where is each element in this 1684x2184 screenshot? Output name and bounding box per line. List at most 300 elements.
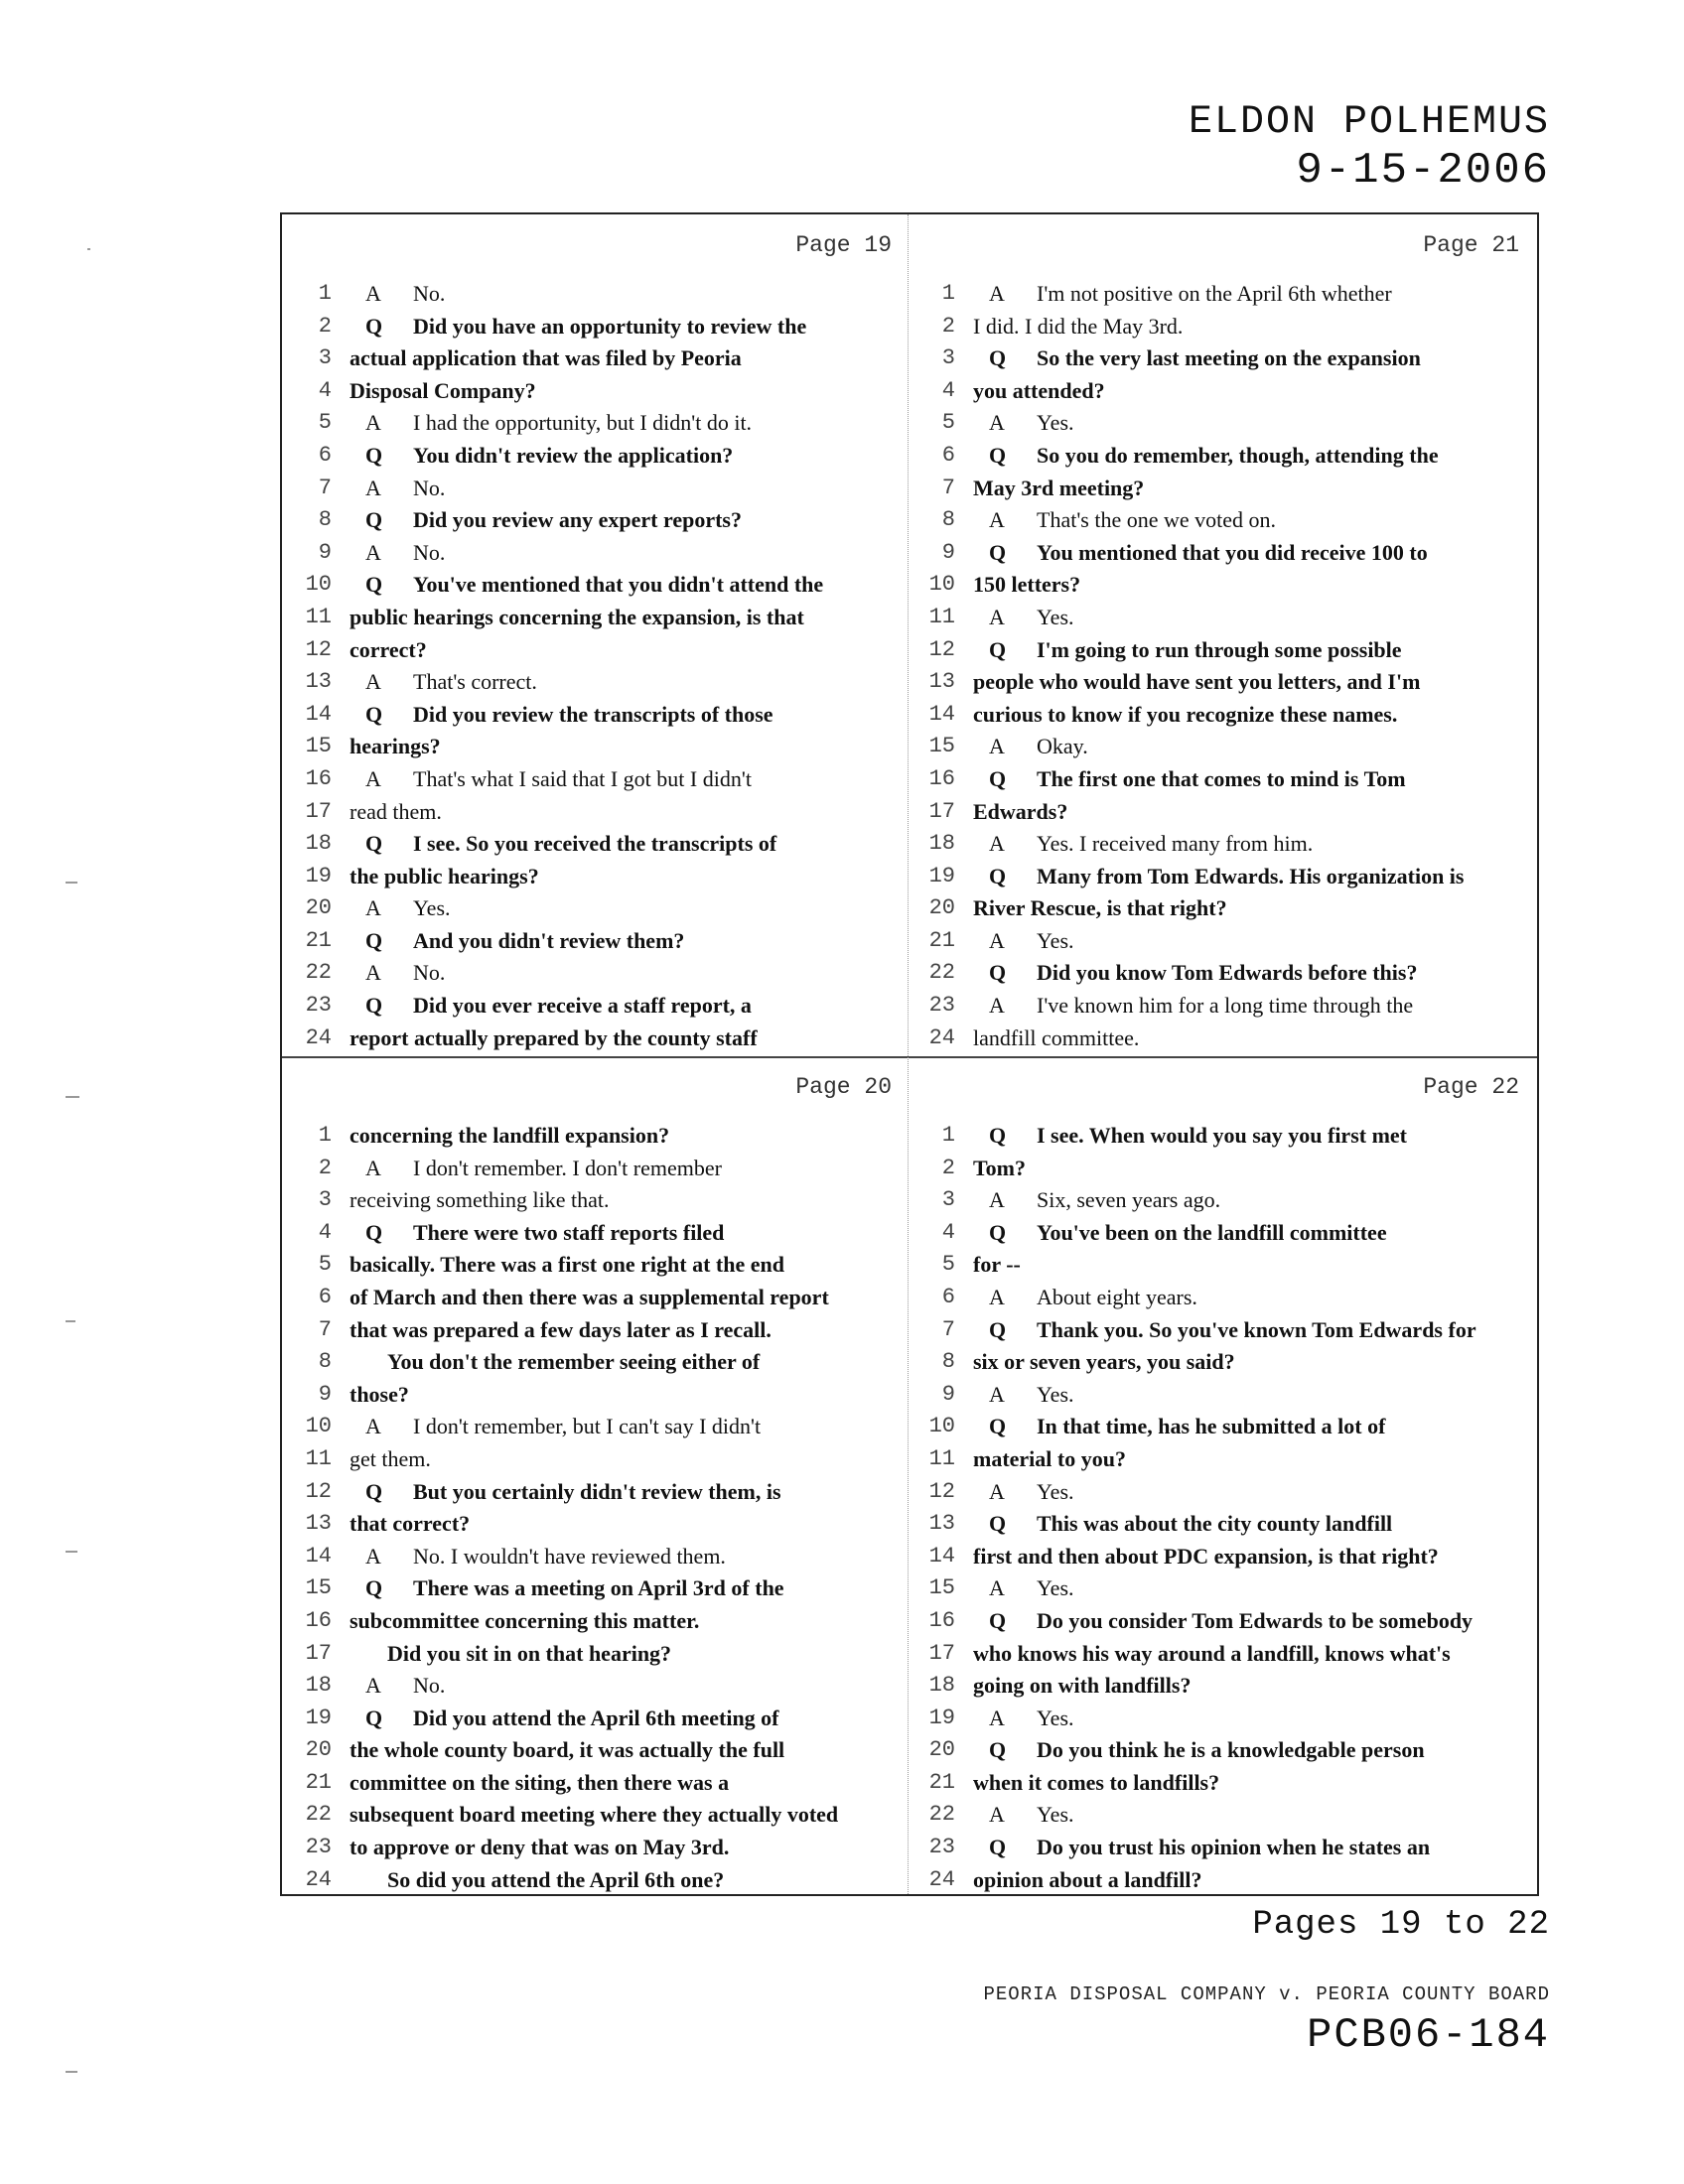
transcript-line: [913, 537, 1533, 570]
speaker-label: Q: [989, 1511, 1007, 1537]
line-body: I don't remember. I don't remember: [413, 1155, 722, 1180]
line-text: [955, 440, 1439, 473]
speaker-label: Q: [365, 1705, 383, 1730]
speaker-label: Q: [365, 313, 383, 339]
transcript-line: [913, 1476, 1533, 1509]
line-number: 6: [318, 442, 332, 468]
line-body: I see. So you received the transcripts of: [413, 831, 777, 857]
line-body: Yes.: [1037, 1802, 1074, 1828]
page-title: Page 20: [795, 1074, 892, 1100]
deposition-date: 9-15-2006: [1296, 146, 1550, 196]
line-number: 7: [941, 1316, 955, 1342]
witness-name: ELDON POLHEMUS: [1188, 100, 1550, 145]
speaker-label: A: [989, 1187, 1005, 1213]
transcript-line: [290, 407, 910, 440]
transcript-line: [913, 1346, 1533, 1379]
transcript-line: [913, 1799, 1533, 1832]
speaker-label: Q: [989, 1219, 1007, 1245]
line-body: Okay.: [1037, 734, 1088, 759]
line-body: people who would have sent you letters, and I'm: [973, 669, 1421, 695]
line-body: Yes.: [1037, 1575, 1074, 1601]
transcript-line: [290, 1184, 910, 1217]
line-text: [332, 504, 742, 537]
transcript-line: [913, 699, 1533, 732]
line-body: May 3rd meeting?: [973, 475, 1145, 500]
line-number: 5: [941, 1252, 955, 1278]
transcript-line: [913, 1508, 1533, 1541]
pages-range: Pages 19 to 22: [1252, 1906, 1550, 1944]
line-body: Six, seven years ago.: [1037, 1187, 1221, 1213]
line-text: [332, 1638, 671, 1671]
line-body: subsequent board meeting where they actually voted: [350, 1802, 839, 1828]
transcript-line: [913, 1734, 1533, 1767]
line-text: [955, 537, 1428, 570]
transcript-line: [290, 828, 910, 861]
transcript-line: [913, 666, 1533, 699]
line-number: 15: [305, 1575, 332, 1601]
page-22-panel: [913, 1056, 1533, 1896]
speaker-label: A: [989, 1478, 1005, 1504]
speaker-label: Q: [365, 1219, 383, 1245]
speaker-label: A: [365, 475, 381, 500]
line-text: [955, 375, 1105, 408]
transcript-line: [290, 634, 910, 667]
speaker-label: A: [365, 1414, 381, 1439]
line-body: Do you trust his opinion when he states an: [1037, 1835, 1431, 1860]
line-body: actual application that was filed by Peoria: [350, 345, 742, 371]
line-number: 17: [305, 798, 332, 824]
speaker-label: A: [989, 281, 1005, 306]
line-body: This was about the city county landfill: [1037, 1511, 1393, 1537]
line-body: Yes.: [1037, 1478, 1074, 1504]
line-body: get them.: [350, 1445, 431, 1471]
line-text: [955, 311, 1183, 343]
docket-number: PCB06-184: [1307, 2011, 1550, 2059]
line-text: [332, 1217, 724, 1250]
transcript-line: [913, 440, 1533, 473]
line-number: 1: [941, 1123, 955, 1148]
line-body: No.: [413, 475, 446, 500]
line-body: concerning the landfill expansion?: [350, 1123, 670, 1148]
line-body: you attended?: [973, 377, 1105, 403]
line-text: [955, 1508, 1392, 1541]
line-body: No.: [413, 281, 446, 306]
line-number: 10: [305, 572, 332, 598]
transcript-line: [913, 1443, 1533, 1476]
line-body: who knows his way around a landfill, knows what's: [973, 1640, 1451, 1666]
transcript-line: [290, 1476, 910, 1509]
transcript-line: [290, 763, 910, 796]
line-text: [332, 925, 684, 958]
transcript-line: [290, 1638, 910, 1671]
line-body: six or seven years, you said?: [973, 1349, 1235, 1375]
line-body: curious to know if you recognize these names.: [973, 701, 1398, 727]
line-number: 12: [928, 1478, 955, 1504]
line-text: [955, 1541, 1439, 1573]
line-body: So you do remember, though, attending the: [1037, 442, 1439, 468]
line-text: [332, 537, 445, 570]
line-text: [955, 1249, 1021, 1282]
line-number: 15: [928, 734, 955, 759]
line-number: 4: [318, 377, 332, 403]
line-text: [332, 1346, 760, 1379]
transcript-line: [913, 1023, 1533, 1055]
line-number: 16: [928, 1607, 955, 1633]
transcript-line: [290, 504, 910, 537]
transcript-line: [290, 342, 910, 375]
line-body: Yes.: [1037, 1705, 1074, 1730]
speaker-label: Q: [989, 1414, 1007, 1439]
line-body: Thank you. So you've known Tom Edwards for: [1037, 1316, 1476, 1342]
line-number: 13: [928, 1511, 955, 1537]
line-number: 15: [928, 1575, 955, 1601]
transcript-line: [913, 473, 1533, 505]
transcript-line: [290, 796, 910, 829]
speaker-label: Q: [989, 1316, 1007, 1342]
line-number: 18: [928, 1673, 955, 1699]
line-number: 1: [941, 281, 955, 306]
transcript-line: [290, 1314, 910, 1347]
transcript-line: [913, 1832, 1533, 1864]
line-text: [955, 1443, 1126, 1476]
line-number: 20: [928, 895, 955, 921]
line-number: 5: [941, 410, 955, 436]
transcript-line: [290, 666, 910, 699]
line-text: [332, 892, 451, 925]
line-body: That's correct.: [413, 669, 537, 695]
line-number: 11: [305, 604, 332, 629]
transcript-line: [913, 504, 1533, 537]
transcript-line: [290, 861, 910, 893]
line-number: 6: [941, 1284, 955, 1309]
line-body: You didn't review the application?: [413, 442, 734, 468]
speaker-label: Q: [989, 442, 1007, 468]
scan-speck: [66, 2071, 77, 2073]
line-text: [955, 1670, 1191, 1703]
line-text: [955, 278, 1392, 311]
line-text: [955, 1217, 1387, 1250]
line-text: [332, 861, 539, 893]
line-number: 22: [305, 1802, 332, 1828]
line-text: [955, 602, 1074, 634]
speaker-label: A: [989, 507, 1005, 533]
line-body: Yes.: [1037, 604, 1074, 629]
line-body: Many from Tom Edwards. His organization is: [1037, 863, 1465, 888]
line-body: subcommittee concerning this matter.: [350, 1607, 700, 1633]
line-body: for --: [973, 1252, 1021, 1278]
line-text: [955, 1411, 1385, 1443]
page-20-panel: [290, 1056, 910, 1896]
speaker-label: Q: [365, 572, 383, 598]
line-number: 24: [305, 1866, 332, 1892]
line-number: 21: [305, 1769, 332, 1795]
line-body: report actually prepared by the county staff: [350, 1024, 758, 1050]
transcript-line: [290, 957, 910, 990]
transcript-line: [913, 1638, 1533, 1671]
line-body: Did you know Tom Edwards before this?: [1037, 960, 1418, 986]
line-text: [332, 1799, 838, 1832]
line-body: first and then about PDC expansion, is that right?: [973, 1543, 1439, 1569]
line-body: Did you sit in on that hearing?: [387, 1640, 672, 1666]
line-body: The first one that comes to mind is Tom: [1037, 765, 1406, 791]
line-text: [955, 1153, 1026, 1185]
transcript-line: [290, 892, 910, 925]
transcript-line: [290, 1120, 910, 1153]
line-body: that was prepared a few days later as I recall.: [350, 1316, 772, 1342]
speaker-label: A: [989, 1284, 1005, 1309]
line-number: 14: [928, 701, 955, 727]
transcript-line: [290, 1832, 910, 1864]
transcript-line: [290, 1767, 910, 1800]
line-text: [955, 892, 1227, 925]
line-number: 11: [928, 1445, 955, 1471]
line-text: [332, 666, 537, 699]
line-text: [332, 440, 733, 473]
line-text: [332, 1120, 669, 1153]
line-text: [955, 1346, 1235, 1379]
transcript-line: [913, 990, 1533, 1023]
line-body: So the very last meeting on the expansion: [1037, 345, 1421, 371]
page-title: Page 22: [1423, 1074, 1519, 1100]
line-body: Did you ever receive a staff report, a: [413, 993, 752, 1019]
scan-speck: [66, 1551, 77, 1553]
line-number: 24: [928, 1866, 955, 1892]
line-number: 2: [318, 313, 332, 339]
line-text: [955, 828, 1313, 861]
transcript-line: [290, 1443, 910, 1476]
line-text: [955, 1184, 1220, 1217]
line-body: In that time, has he submitted a lot of: [1037, 1414, 1386, 1439]
line-number: 9: [941, 1381, 955, 1407]
line-text: [332, 1314, 772, 1347]
line-text: [332, 1379, 409, 1412]
line-number: 1: [318, 281, 332, 306]
line-text: [332, 602, 804, 634]
transcript-line: [913, 828, 1533, 861]
line-number: 4: [318, 1219, 332, 1245]
speaker-label: A: [989, 927, 1005, 953]
line-number: 7: [318, 1316, 332, 1342]
speaker-label: A: [989, 831, 1005, 857]
transcript-line: [913, 311, 1533, 343]
line-text: [955, 1799, 1074, 1832]
transcript-line: [290, 278, 910, 311]
line-number: 13: [305, 669, 332, 695]
line-text: [955, 1572, 1074, 1605]
transcript-line: [290, 473, 910, 505]
transcript-line: [913, 796, 1533, 829]
line-text: [955, 1023, 1139, 1055]
transcript-line: [913, 1670, 1533, 1703]
line-text: [332, 569, 823, 602]
transcript-line: [913, 1153, 1533, 1185]
line-number: 3: [318, 1187, 332, 1213]
line-text: [955, 1703, 1074, 1735]
transcript-line: [913, 1864, 1533, 1897]
line-text: [332, 375, 536, 408]
line-body: Yes.: [1037, 410, 1074, 436]
line-body: So did you attend the April 6th one?: [387, 1866, 725, 1892]
transcript-line: [913, 1572, 1533, 1605]
line-text: [332, 763, 752, 796]
page-title: Page 21: [1423, 232, 1519, 258]
transcript-line: [290, 375, 910, 408]
line-text: [332, 1767, 729, 1800]
line-number: 16: [305, 765, 332, 791]
line-number: 24: [928, 1024, 955, 1050]
page-21-panel: [913, 214, 1533, 1054]
transcript-line: [913, 1217, 1533, 1250]
line-text: [955, 796, 1067, 829]
line-body: There was a meeting on April 3rd of the: [413, 1575, 784, 1601]
line-text: [332, 1282, 829, 1314]
line-text: [955, 1379, 1074, 1412]
line-text: [955, 861, 1464, 893]
line-number: 13: [305, 1511, 332, 1537]
line-body: material to you?: [973, 1445, 1126, 1471]
speaker-label: Q: [989, 345, 1007, 371]
line-number: 16: [305, 1607, 332, 1633]
transcript-line: [913, 342, 1533, 375]
line-number: 20: [305, 1737, 332, 1763]
line-body: I had the opportunity, but I didn't do it.: [413, 410, 753, 436]
line-number: 21: [928, 1769, 955, 1795]
line-number: 6: [318, 1284, 332, 1309]
line-body: I see. When would you say you first met: [1037, 1123, 1408, 1148]
line-text: [332, 699, 773, 732]
line-text: [332, 473, 445, 505]
speaker-label: Q: [365, 1478, 383, 1504]
line-body: the whole county board, it was actually the full: [350, 1737, 785, 1763]
line-body: You don't the remember seeing either of: [387, 1349, 761, 1375]
line-body: Did you review the transcripts of those: [413, 701, 773, 727]
line-text: [332, 1832, 729, 1864]
transcript-line: [913, 569, 1533, 602]
transcript-line: [290, 731, 910, 763]
line-text: [332, 1508, 470, 1541]
line-number: 9: [318, 1381, 332, 1407]
line-number: 10: [928, 1414, 955, 1439]
line-body: I don't remember, but I can't say I didn't: [413, 1414, 762, 1439]
transcript-line: [290, 1153, 910, 1185]
line-text: [332, 1605, 699, 1638]
line-text: [955, 504, 1276, 537]
speaker-label: Q: [989, 960, 1007, 986]
line-number: 9: [941, 539, 955, 565]
transcript-line: [913, 375, 1533, 408]
line-number: 22: [928, 960, 955, 986]
line-number: 4: [941, 1219, 955, 1245]
line-text: [332, 731, 441, 763]
line-text: [955, 1638, 1451, 1671]
line-body: I've known him for a long time through the: [1037, 993, 1414, 1019]
line-text: [955, 990, 1413, 1023]
line-number: 22: [305, 960, 332, 986]
transcript-line: [290, 990, 910, 1023]
line-number: 18: [305, 1673, 332, 1699]
scan-speck: [66, 1320, 75, 1322]
line-number: 18: [928, 831, 955, 857]
transcript-line: [290, 1217, 910, 1250]
line-number: 12: [305, 636, 332, 662]
line-text: [955, 1767, 1219, 1800]
line-body: read them.: [350, 798, 442, 824]
line-text: [332, 828, 776, 861]
transcript-line: [290, 925, 910, 958]
line-number: 10: [928, 572, 955, 598]
line-number: 21: [305, 927, 332, 953]
line-text: [955, 1832, 1430, 1864]
speaker-label: Q: [365, 927, 383, 953]
line-number: 8: [941, 507, 955, 533]
line-body: the public hearings?: [350, 863, 539, 888]
line-number: 23: [305, 993, 332, 1019]
page-title: Page 19: [795, 232, 892, 258]
line-number: 7: [318, 475, 332, 500]
line-body: when it comes to landfills?: [973, 1769, 1220, 1795]
line-number: 12: [305, 1478, 332, 1504]
line-number: 23: [305, 1835, 332, 1860]
line-body: Yes.: [1037, 927, 1074, 953]
line-text: [955, 699, 1397, 732]
transcript-line: [290, 1572, 910, 1605]
page-19-panel: [290, 214, 910, 1054]
speaker-label: A: [365, 1673, 381, 1699]
line-body: to approve or deny that was on May 3rd.: [350, 1835, 730, 1860]
line-text: [955, 763, 1406, 796]
line-body: those?: [350, 1381, 409, 1407]
line-number: 15: [305, 734, 332, 759]
line-number: 18: [305, 831, 332, 857]
transcript-line: [290, 1346, 910, 1379]
line-text: [332, 407, 752, 440]
speaker-label: A: [365, 1543, 381, 1569]
transcript-line: [913, 763, 1533, 796]
line-number: 21: [928, 927, 955, 953]
line-number: 8: [318, 1349, 332, 1375]
line-text: [332, 1023, 758, 1055]
line-body: But you certainly didn't review them, is: [413, 1478, 781, 1504]
case-title: PEORIA DISPOSAL COMPANY v. PEORIA COUNTY BOARD: [983, 1983, 1550, 2005]
line-text: [955, 634, 1402, 667]
line-body: Tom?: [973, 1155, 1026, 1180]
transcript-line: [913, 1184, 1533, 1217]
line-number: 23: [928, 1835, 955, 1860]
line-body: You mentioned that you did receive 100 to: [1037, 539, 1428, 565]
transcript-line: [913, 925, 1533, 958]
line-body: Did you review any expert reports?: [413, 507, 742, 533]
line-body: going on with landfills?: [973, 1673, 1192, 1699]
line-number: 3: [941, 1187, 955, 1213]
line-text: [955, 731, 1088, 763]
speaker-label: Q: [989, 1835, 1007, 1860]
speaker-label: A: [989, 410, 1005, 436]
line-number: 12: [928, 636, 955, 662]
line-body: receiving something like that.: [350, 1187, 610, 1213]
transcript-line: [290, 1541, 910, 1573]
line-text: [332, 1249, 784, 1282]
line-body: Yes.: [413, 895, 451, 921]
transcript-line: [290, 569, 910, 602]
transcript-lines: [290, 278, 910, 1054]
line-number: 6: [941, 442, 955, 468]
line-text: [332, 1703, 779, 1735]
line-text: [955, 1120, 1407, 1153]
transcript-line: [913, 1314, 1533, 1347]
line-body: Do you think he is a knowledgable person: [1037, 1737, 1425, 1763]
line-text: [955, 1476, 1074, 1509]
transcript-line: [290, 1023, 910, 1055]
